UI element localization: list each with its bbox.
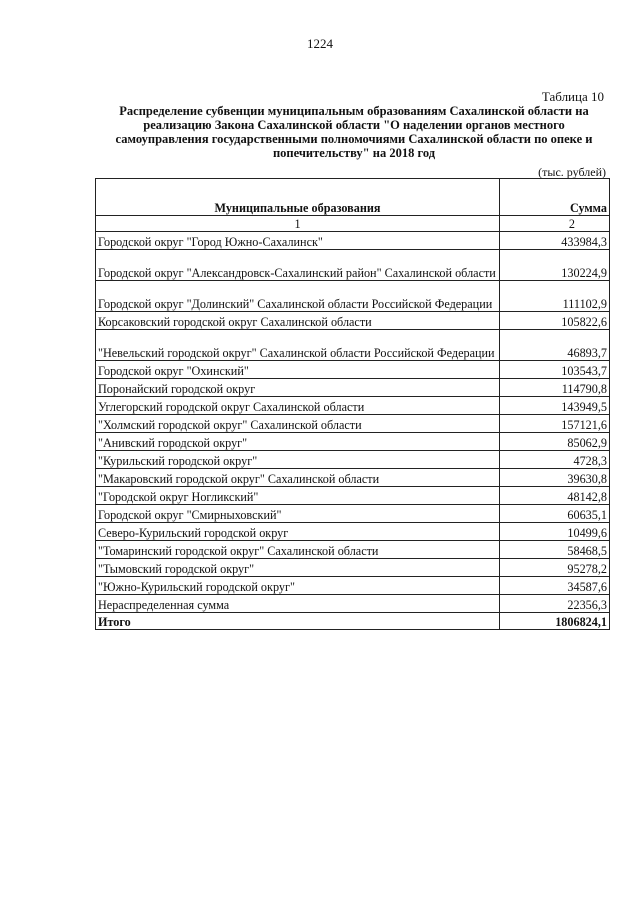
municipality-name: "Холмский городской округ" Сахалинской области bbox=[96, 415, 500, 433]
units-label: (тыс. рублей) bbox=[538, 165, 606, 179]
document-title bbox=[96, 104, 612, 160]
municipality-name: Корсаковский городской округ Сахалинской области bbox=[96, 312, 500, 330]
amount: 39630,8 bbox=[500, 469, 610, 487]
table-row bbox=[96, 379, 610, 397]
page-number: 1224 bbox=[307, 36, 333, 51]
column-number: 2 bbox=[500, 216, 610, 232]
amount: 85062,9 bbox=[500, 433, 610, 451]
header-row bbox=[96, 179, 610, 216]
distribution-table bbox=[95, 178, 610, 630]
municipality-name: "Южно-Курильский городской округ" bbox=[96, 577, 500, 595]
amount: 433984,3 bbox=[500, 232, 610, 250]
header-municipalities: Муниципальные образования bbox=[96, 179, 500, 216]
table-row bbox=[96, 523, 610, 541]
amount: 130224,9 bbox=[500, 250, 610, 281]
table-row bbox=[96, 559, 610, 577]
municipality-name: Поронайский городской округ bbox=[96, 379, 500, 397]
municipality-name: "Тымовский городской округ" bbox=[96, 559, 500, 577]
amount: 143949,5 bbox=[500, 397, 610, 415]
municipality-name: Углегорский городской округ Сахалинской области bbox=[96, 397, 500, 415]
title-line: Распределение субвенции муниципальным образованиям Сахалинской области на bbox=[119, 104, 589, 118]
table-row bbox=[96, 505, 610, 523]
table-row bbox=[96, 361, 610, 379]
table-row bbox=[96, 250, 610, 281]
table-row bbox=[96, 487, 610, 505]
amount: 114790,8 bbox=[500, 379, 610, 397]
municipality-name: Городской округ "Александровск-Сахалинский район" Сахалинской области bbox=[96, 250, 500, 281]
table-row bbox=[96, 433, 610, 451]
table-row bbox=[96, 451, 610, 469]
municipality-name: Северо-Курильский городской округ bbox=[96, 523, 500, 541]
amount: 60635,1 bbox=[500, 505, 610, 523]
table-row bbox=[96, 415, 610, 433]
municipality-name: "Томаринский городской округ" Сахалинской области bbox=[96, 541, 500, 559]
table-row bbox=[96, 281, 610, 312]
municipality-name: Городской округ "Охинский" bbox=[96, 361, 500, 379]
table-row bbox=[96, 232, 610, 250]
total-amount: 1806824,1 bbox=[500, 613, 610, 630]
amount: 103543,7 bbox=[500, 361, 610, 379]
amount: 22356,3 bbox=[500, 595, 610, 613]
municipality-name: Городской округ "Город Южно-Сахалинск" bbox=[96, 232, 500, 250]
municipality-name: "Невельский городской округ" Сахалинской области Российской Федерации bbox=[96, 330, 500, 361]
title-line: попечительству" на 2018 год bbox=[272, 146, 436, 160]
amount: 157121,6 bbox=[500, 415, 610, 433]
table-row bbox=[96, 595, 610, 613]
table-label: Таблица 10 bbox=[541, 89, 604, 104]
municipality-name: Нераспределенная сумма bbox=[96, 595, 500, 613]
column-number: 1 bbox=[96, 216, 500, 232]
total-label: Итого bbox=[96, 613, 500, 630]
table-row bbox=[96, 397, 610, 415]
table-row bbox=[96, 330, 610, 361]
municipality-name: Городской округ "Смирныховский" bbox=[96, 505, 500, 523]
amount: 48142,8 bbox=[500, 487, 610, 505]
amount: 10499,6 bbox=[500, 523, 610, 541]
amount: 34587,6 bbox=[500, 577, 610, 595]
title-line: реализацию Закона Сахалинской области "О наделении органов местного bbox=[143, 118, 565, 132]
municipality-name: "Курильский городской округ" bbox=[96, 451, 500, 469]
amount: 46893,7 bbox=[500, 330, 610, 361]
municipality-name: Городской округ "Долинский" Сахалинской области Российской Федерации bbox=[96, 281, 500, 312]
total-row bbox=[96, 613, 610, 630]
municipality-name: "Анивский городской округ" bbox=[96, 433, 500, 451]
amount: 58468,5 bbox=[500, 541, 610, 559]
title-line: самоуправления государственными полномочиями Сахалинской области по опеке и bbox=[115, 132, 593, 146]
amount: 4728,3 bbox=[500, 451, 610, 469]
table-row bbox=[96, 577, 610, 595]
table-row bbox=[96, 541, 610, 559]
header-sum: Сумма bbox=[500, 179, 610, 216]
amount: 95278,2 bbox=[500, 559, 610, 577]
amount: 111102,9 bbox=[500, 281, 610, 312]
column-number-row bbox=[96, 216, 610, 232]
table-row bbox=[96, 312, 610, 330]
municipality-name: "Макаровский городской округ" Сахалинской области bbox=[96, 469, 500, 487]
table-row bbox=[96, 469, 610, 487]
municipality-name: "Городской округ Ногликский" bbox=[96, 487, 500, 505]
amount: 105822,6 bbox=[500, 312, 610, 330]
